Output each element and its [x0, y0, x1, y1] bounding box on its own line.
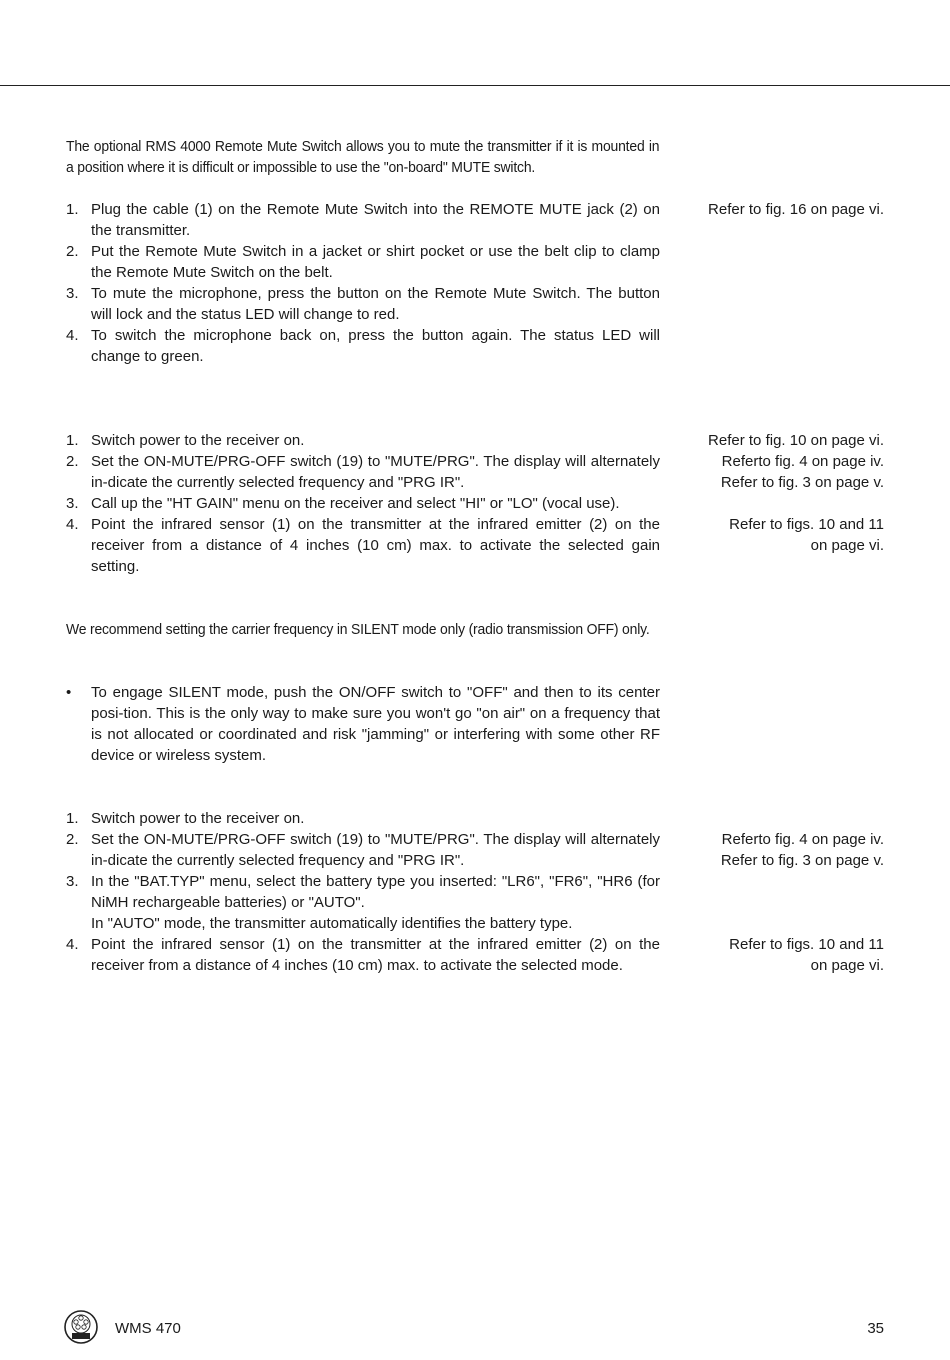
list-item: 2. Set the ON-MUTE/PRG-OFF switch (19) to "MUTE/PRG". The display will alternately in-dicate the currently selected frequency and "PRG IR".: [66, 831, 660, 869]
list-item: 1. Switch power to the receiver on.: [66, 810, 305, 827]
side-note: Referto fig. 4 on page iv.: [721, 453, 884, 470]
page-number: 35: [867, 1320, 884, 1337]
list-item: 2. Put the Remote Mute Switch in a jacket or shirt pocket or use the belt clip to clamp the Remote Mute Switch on the belt.: [66, 243, 660, 281]
header-rule: [0, 85, 950, 86]
side-note: Refer to figs. 10 and 11: [729, 936, 884, 953]
side-note: on page vi.: [810, 957, 884, 974]
gain-setting-steps: [66, 430, 660, 577]
list-item: 1. Plug the cable (1) on the Remote Mute Switch into the REMOTE MUTE jack (2) on the transmitter.: [66, 201, 660, 239]
list-item: 4. Point the infrared sensor (1) on the transmitter at the infrared emitter (2) on the receiver from a distance of 4 inches (10 cm) max. to activate the selected mode.: [66, 936, 660, 974]
list-item: 3. Call up the "HT GAIN" menu on the receiver and select "HI" or "LO" (vocal use).: [66, 495, 620, 512]
list-item: • To engage SILENT mode, push the ON/OFF switch to "OFF" and then to its center posi-tion. This is the only way to make sure you won't go "on air" on a frequency that is not allocated or coordinated and risk "jamming" or interfering with some other RF device or wireless system.: [66, 684, 660, 764]
akg-logo-icon: [64, 1310, 98, 1344]
list-item: 1. Switch power to the receiver on.: [66, 432, 305, 449]
side-note: Refer to fig. 3 on page v.: [720, 474, 884, 491]
list-item: 3. In the "BAT.TYP" menu, select the battery type you inserted: "LR6", "FR6", "HR6 (for NiMH rechargeable batteries) or "AUTO". In "AUTO" mode, the transmitter automatically identifies the battery type.: [66, 873, 660, 932]
remote-mute-steps: [66, 199, 660, 367]
footer-model-name: WMS 470: [115, 1320, 181, 1337]
side-note: on page vi.: [810, 537, 884, 554]
list-item: 4. To switch the microphone back on, press the button again. The status LED will change to green.: [66, 327, 660, 365]
side-note: Refer to fig. 3 on page v.: [720, 852, 884, 869]
battery-type-steps: [66, 808, 660, 976]
list-item: 4. Point the infrared sensor (1) on the transmitter at the infrared emitter (2) on the receiver from a distance of 4 inches (10 cm) max. to activate the selected gain setting.: [66, 516, 660, 575]
side-note: Referto fig. 4 on page iv.: [721, 831, 884, 848]
intro-paragraph-remote-mute: The optional RMS 4000 Remote Mute Switch allows you to mute the transmitter if it is mounted in a position where it is difficult or impossible to use the "on-board" MUTE switch.: [66, 138, 660, 176]
side-note: Refer to fig. 16 on page vi.: [708, 201, 884, 218]
list-item: 3. To mute the microphone, press the button on the Remote Mute Switch. The button will lock and the status LED will change to red.: [66, 285, 660, 323]
side-note: Refer to figs. 10 and 11: [729, 516, 884, 533]
side-note: Refer to fig. 10 on page vi.: [708, 432, 884, 449]
intro-paragraph-silent-mode: We recommend setting the carrier frequency in SILENT mode only (radio transmission OFF) only.: [66, 621, 650, 638]
list-item: 2. Set the ON-MUTE/PRG-OFF switch (19) to "MUTE/PRG". The display will alternately in-dicate the currently selected frequency and "PRG IR".: [66, 453, 660, 491]
silent-mode-bullet: [66, 682, 660, 766]
